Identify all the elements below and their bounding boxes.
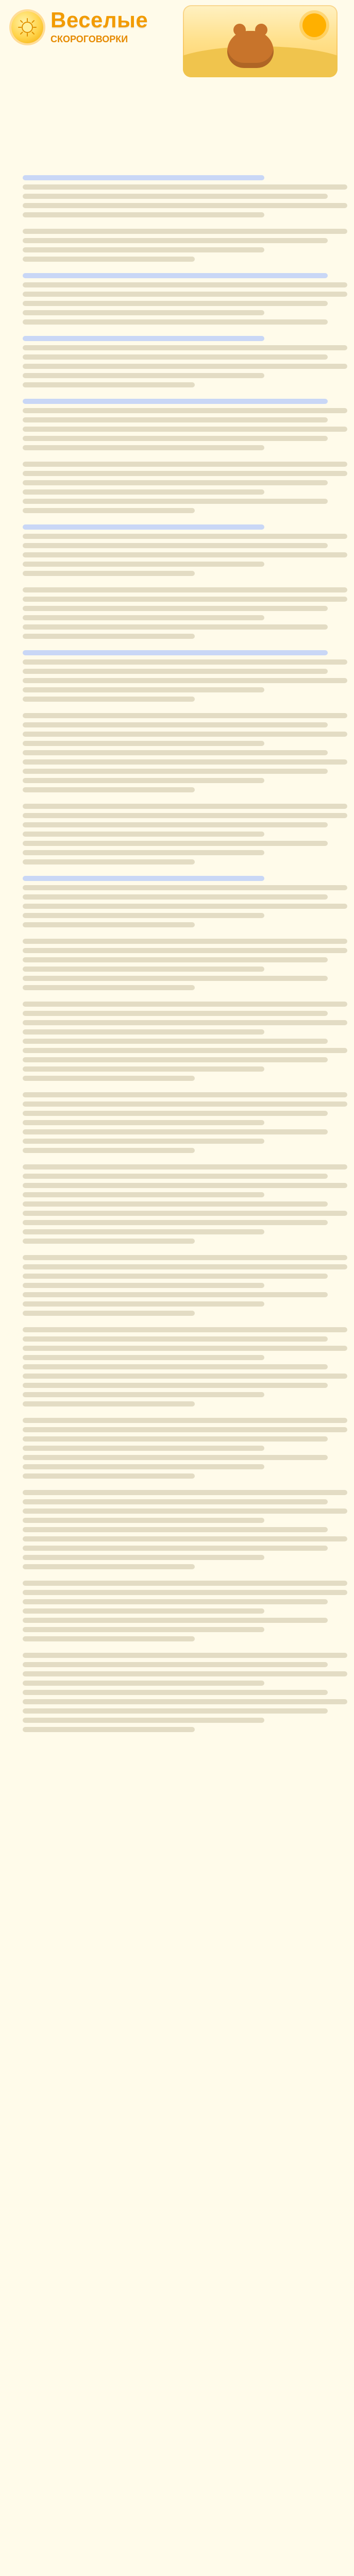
text-line [23,732,347,737]
text-line [23,1139,264,1144]
text-line [23,1020,347,1025]
spacer [23,931,354,939]
spacer [23,796,354,804]
spacer [23,643,354,650]
logo-title: Веселые [50,8,148,32]
text-line [23,697,195,702]
text-line [23,1311,195,1316]
text-line [23,1220,328,1225]
text-line [23,1662,328,1667]
text-line [23,1499,328,1504]
text-line [23,904,347,909]
text-line [23,1473,195,1479]
text-line [23,1148,195,1153]
text-line [23,587,347,592]
text-line [23,1671,347,1676]
text-line [23,462,347,467]
document-text-lines [23,175,354,1732]
text-line [23,778,264,783]
text-line [23,1383,328,1388]
text-line [23,957,328,962]
text-line [23,194,328,199]
text-line [23,1229,264,1234]
text-line [23,606,328,611]
text-line [23,967,264,972]
text-line [23,499,328,504]
text-line [23,1120,264,1125]
text-line [23,1029,264,1035]
text-line [23,1599,328,1604]
text-line [23,1636,195,1641]
text-line [23,1618,328,1623]
text-line [23,301,328,306]
text-line [23,1066,264,1072]
main-content [11,83,343,89]
text-line [23,713,347,718]
text-line [23,417,328,422]
text-line [23,543,328,548]
text-line [23,1201,328,1207]
text-line [23,257,195,262]
document-column [23,171,354,2576]
text-line [23,1727,195,1732]
section-title-link[interactable] [23,273,328,278]
text-line [23,1283,264,1288]
text-line [23,822,328,827]
text-line [23,408,347,413]
text-line [23,1111,328,1116]
text-line [23,1211,347,1216]
text-line [23,1048,347,1053]
text-line [23,364,347,369]
text-line [23,1002,347,1007]
spacer [23,1573,354,1581]
text-line [23,787,195,792]
page-header [11,0,343,83]
text-line [23,1301,264,1307]
text-line [23,552,347,557]
spacer [23,454,354,462]
text-line [23,480,328,485]
text-line [23,1164,347,1170]
text-line [23,1581,347,1586]
text-line [23,382,195,387]
spacer [23,1411,354,1418]
text-line [23,238,328,243]
site-logo[interactable] [11,9,148,45]
text-line [23,247,264,252]
text-line [23,859,195,865]
spacer [23,1483,354,1490]
text-line [23,203,347,208]
text-line [23,1608,264,1614]
text-line [23,832,264,837]
text-line [23,976,328,981]
text-line [23,741,264,746]
text-line [23,939,347,944]
text-line [23,508,195,513]
text-line [23,1292,328,1297]
text-line [23,948,347,953]
text-line [23,489,264,495]
section-title-link[interactable] [23,399,328,404]
text-line [23,769,328,774]
text-line [23,1418,347,1423]
text-line [23,624,328,630]
spacer [23,869,354,876]
text-line [23,1192,264,1197]
text-line [23,850,264,855]
text-line [23,1183,347,1188]
text-line [23,922,195,927]
text-line [23,841,328,846]
text-line [23,319,328,325]
text-line [23,1239,195,1244]
text-line [23,750,328,755]
text-line [23,310,264,315]
text-line [23,1590,347,1595]
text-line [23,985,195,990]
text-line [23,678,347,683]
text-line [23,1555,264,1560]
text-line [23,1355,264,1360]
illustration-bear-icon [227,31,274,68]
spacer [23,580,354,587]
text-line [23,1518,264,1523]
text-line [23,1708,328,1714]
spacer [23,994,354,1002]
text-line [23,1455,328,1460]
text-line [23,1076,195,1081]
text-line [23,1327,347,1332]
text-line [23,1527,328,1532]
text-line [23,1174,328,1179]
text-line [23,292,347,297]
text-line [23,445,264,450]
logo-icon [11,11,43,43]
text-line [23,885,347,890]
text-line [23,894,328,900]
logo-wordmark [50,9,148,45]
text-line [23,1129,328,1134]
text-line [23,1436,328,1442]
text-line [23,1464,264,1469]
spacer [23,392,354,399]
text-line [23,1699,347,1704]
section-title-link[interactable] [23,876,264,881]
text-line [23,1536,347,1541]
text-line [23,1718,264,1723]
text-line [23,813,347,818]
text-line [23,659,347,665]
text-line [23,1627,264,1632]
text-line [23,804,347,809]
text-line [23,1039,328,1044]
spacer [23,222,354,229]
text-line [23,471,347,476]
text-line [23,1374,347,1379]
text-line [23,1690,328,1695]
text-line [23,1392,264,1397]
section-title-link[interactable] [23,336,264,341]
text-line [23,759,347,765]
text-line [23,1057,328,1062]
text-line [23,913,264,918]
text-line [23,1336,328,1342]
text-line [23,1509,347,1514]
text-line [23,1681,264,1686]
text-line [23,1490,347,1495]
text-line [23,722,328,727]
illustration-sun-icon [302,13,326,37]
text-line [23,1653,347,1658]
spacer [23,1320,354,1327]
text-line [23,282,347,287]
text-line [23,184,347,190]
header-illustration [183,5,338,77]
spacer [23,1646,354,1653]
sun-icon [18,18,37,37]
text-line [23,1364,328,1369]
text-line [23,1346,347,1351]
text-line [23,615,264,620]
text-line [23,687,264,692]
spacer [23,1157,354,1164]
text-line [23,212,264,217]
text-line [23,427,347,432]
text-line [23,534,347,539]
text-line [23,1546,328,1551]
text-line [23,229,347,234]
text-line [23,634,195,639]
text-line [23,1274,328,1279]
text-line [23,597,347,602]
logo-subtitle: СКОРОГОВОРКИ [50,34,128,44]
spacer [23,517,354,524]
text-line [23,571,195,576]
text-line [23,354,328,360]
text-line [23,1401,195,1406]
spacer [23,1248,354,1255]
text-line [23,373,264,378]
text-line [23,1264,347,1269]
text-line [23,1092,347,1097]
text-line [23,562,264,567]
text-line [23,669,328,674]
section-title-link[interactable] [23,524,264,530]
text-line [23,1446,264,1451]
spacer [23,266,354,273]
spacer [23,329,354,336]
text-line [23,436,328,441]
text-line [23,1011,328,1016]
spacer [23,1085,354,1092]
section-title-link[interactable] [23,175,264,180]
text-line [23,1564,195,1569]
text-line [23,1101,347,1107]
text-line [23,1255,347,1260]
text-line [23,345,347,350]
spacer [23,706,354,713]
text-line [23,1427,347,1432]
section-title-link[interactable] [23,650,328,655]
